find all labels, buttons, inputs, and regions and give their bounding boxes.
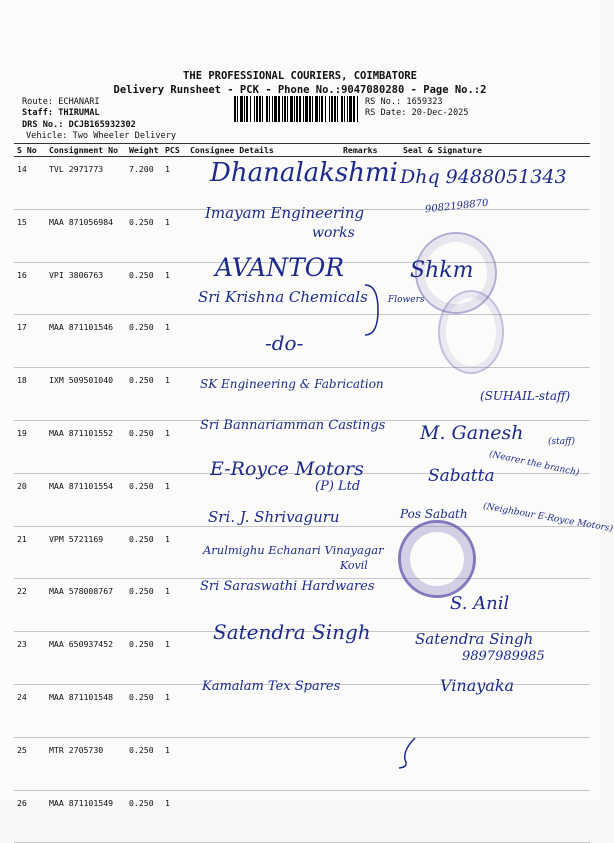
sno: 18 xyxy=(14,368,46,421)
pcs: 1 xyxy=(162,632,187,685)
weight: 0.250 xyxy=(126,473,162,526)
consignee-name: Kamalam Tex Spares xyxy=(202,679,341,694)
col-remarks: Remarks xyxy=(340,144,400,157)
weight: 0.250 xyxy=(126,315,162,368)
consignment-no: MAA 578008767 xyxy=(46,579,126,632)
weight: 0.250 xyxy=(126,526,162,579)
consignment-no: TVL 2971773 xyxy=(46,157,126,210)
weight: 0.250 xyxy=(126,737,162,790)
weight: 0.250 xyxy=(126,579,162,632)
signature: Pos Sabath xyxy=(400,507,468,521)
signature: (SUHAIL-staff) xyxy=(480,389,571,403)
pcs: 1 xyxy=(162,262,187,315)
signature-note: (Neighbour E-Royce Motors) xyxy=(482,501,614,535)
signature: Vinayaka xyxy=(440,676,515,695)
consignee-name: -do- xyxy=(265,331,304,355)
sno: 22 xyxy=(14,579,46,632)
weight: 0.250 xyxy=(126,790,162,843)
col-consignee: Consignee Details xyxy=(187,144,340,157)
sno: 24 xyxy=(14,684,46,737)
consignee-name-line2: (P) Ltd xyxy=(315,479,361,494)
sno: 14 xyxy=(14,157,46,210)
consignment-no: MAA 871101552 xyxy=(46,420,126,473)
sno: 20 xyxy=(14,473,46,526)
weight: 0.250 xyxy=(126,632,162,685)
col-seal-signature: Seal & Signature xyxy=(400,144,590,157)
signature: Satendra Singh xyxy=(415,630,534,648)
consignment-no: MAA 871101554 xyxy=(46,473,126,526)
staff-label: Staff: THIRUMAL xyxy=(22,108,100,118)
pcs: 1 xyxy=(162,684,187,737)
pcs: 1 xyxy=(162,157,187,210)
temple-seal-stamp xyxy=(398,520,476,598)
consignee-name: Dhanalakshmi xyxy=(210,158,398,188)
runsheet-table xyxy=(14,143,590,843)
signature: Flowers xyxy=(388,295,425,305)
consignee-name-line2: works xyxy=(312,225,355,241)
consignee-name-line2: Kovil xyxy=(340,559,368,572)
consignment-no: MAA 871101548 xyxy=(46,684,126,737)
barcode xyxy=(234,96,359,122)
signature: Shkm xyxy=(410,258,474,283)
route-label: Route: ECHANARI xyxy=(22,97,100,107)
pcs: 1 xyxy=(162,420,187,473)
drs-number: DRS No.: DCJB165932302 xyxy=(22,120,136,130)
consignee-name: Sri Krishna Chemicals xyxy=(198,288,368,306)
consignment-no: MAA 871101546 xyxy=(46,315,126,368)
consignee-name: AVANTOR xyxy=(215,253,345,282)
signature-note: (Nearer the branch) xyxy=(488,449,581,479)
weight: 7.200 xyxy=(126,157,162,210)
table-row xyxy=(14,737,590,790)
consignee-name: Imayam Engineering xyxy=(205,204,365,222)
consignment-no: VPM 5721169 xyxy=(46,526,126,579)
table-header-row xyxy=(14,144,590,157)
consignment-no: MAA 650937452 xyxy=(46,632,126,685)
signature: Sabatta xyxy=(428,466,495,486)
consignment-no: MTR 2705730 xyxy=(46,737,126,790)
company-title: THE PROFESSIONAL COURIERS, COIMBATORE xyxy=(183,70,417,82)
runsheet-subtitle: Delivery Runsheet - PCK - Phone No.:9047080280 - Page No.:2 xyxy=(113,84,487,96)
weight: 0.250 xyxy=(126,420,162,473)
col-pcs: PCS xyxy=(162,144,187,157)
pen-mark xyxy=(395,735,425,770)
rs-date: RS Date: 20-Dec-2025 xyxy=(365,108,469,118)
signature: 9082198870 xyxy=(424,197,489,216)
bracket-mark xyxy=(360,280,390,340)
sno: 21 xyxy=(14,526,46,579)
consignee-name: Satendra Singh xyxy=(213,620,371,644)
col-weight: Weight xyxy=(126,144,162,157)
weight: 0.250 xyxy=(126,209,162,262)
table-row xyxy=(14,790,590,843)
sno: 17 xyxy=(14,315,46,368)
signature: M. Ganesh xyxy=(420,422,524,444)
consignee-name: Arulmighu Echanari Vinayagar xyxy=(203,543,384,557)
pcs: 1 xyxy=(162,368,187,421)
signature-note: 9897989985 xyxy=(462,649,545,664)
col-sno: S No xyxy=(14,144,46,157)
weight: 0.250 xyxy=(126,684,162,737)
sno: 23 xyxy=(14,632,46,685)
sno: 19 xyxy=(14,420,46,473)
signature: S. Anil xyxy=(450,593,510,614)
weight: 0.250 xyxy=(126,368,162,421)
signature-note: (staff) xyxy=(548,437,575,447)
consignee-name: E-Royce Motors xyxy=(210,458,364,480)
pcs: 1 xyxy=(162,315,187,368)
pcs: 1 xyxy=(162,473,187,526)
consignee-name: SK Engineering & Fabrication xyxy=(200,377,384,391)
rs-number: RS No.: 1659323 xyxy=(365,97,443,107)
sno: 15 xyxy=(14,209,46,262)
seal-stamp xyxy=(438,290,504,374)
consignment-no: VPI 3806763 xyxy=(46,262,126,315)
pcs: 1 xyxy=(162,209,187,262)
pcs: 1 xyxy=(162,579,187,632)
pcs: 1 xyxy=(162,790,187,843)
pcs: 1 xyxy=(162,737,187,790)
sno: 16 xyxy=(14,262,46,315)
sno: 25 xyxy=(14,737,46,790)
col-consignment: Consignment No xyxy=(46,144,126,157)
consignment-no: MAA 871101549 xyxy=(46,790,126,843)
sno: 26 xyxy=(14,790,46,843)
vehicle-label: Vehicle: Two Wheeler Delivery xyxy=(26,131,177,141)
consignee-name: Sri. J. Shrivaguru xyxy=(208,508,340,526)
consignee-name: Sri Saraswathi Hardwares xyxy=(200,579,375,594)
weight: 0.250 xyxy=(126,262,162,315)
consignment-no: IXM 509501040 xyxy=(46,368,126,421)
signature: Dhq 9488051343 xyxy=(400,166,567,188)
consignment-no: MAA 871056984 xyxy=(46,209,126,262)
consignee-name: Sri Bannariamman Castings xyxy=(200,418,386,433)
pcs: 1 xyxy=(162,526,187,579)
